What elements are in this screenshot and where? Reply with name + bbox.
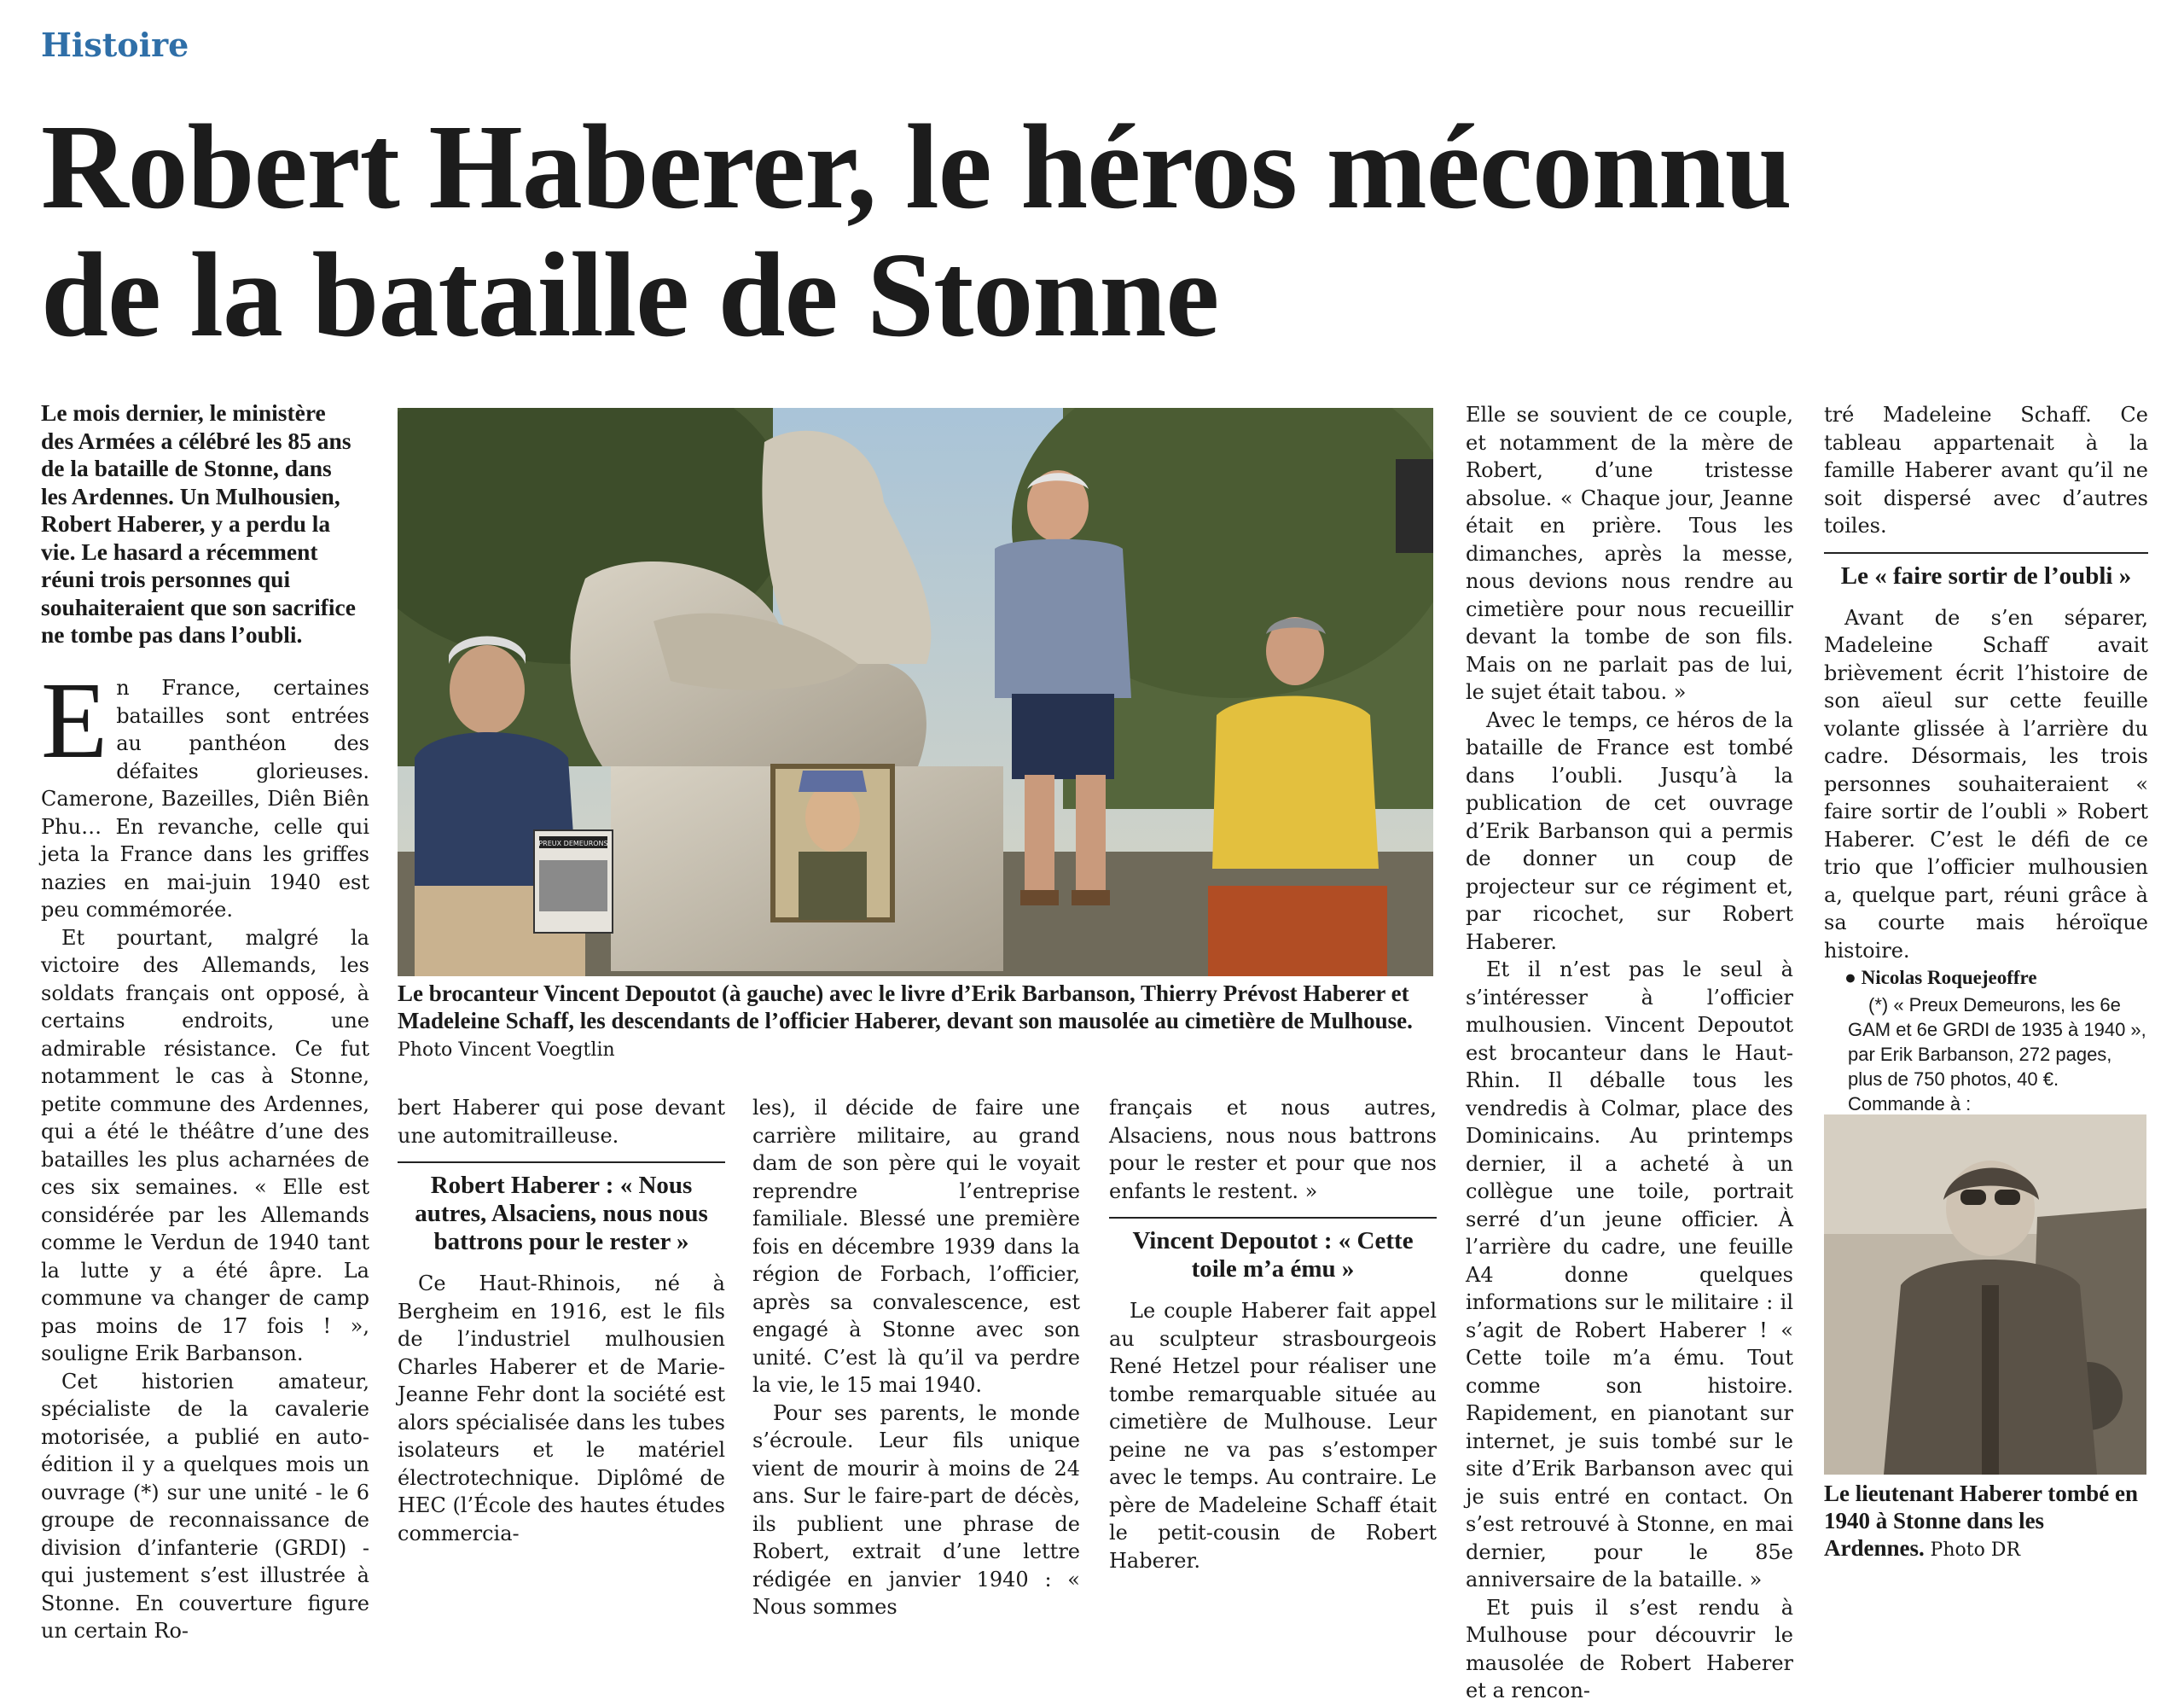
paragraph: les), il décide de faire une carrière militaire, au grand dam de son père qui le voyait reprendre l’entreprise familiale. Blessé une première fois en décembre 1939 dans la région de Forbach, l’officier, après sa convalescence, est engagé à Stonne avec son unité. C’est là qu’il va perdre la vie, le 15 mai 1940. bbox=[752, 1096, 1080, 1397]
headline bbox=[41, 99, 2140, 362]
book-cover-title: PREUX DEMEURONS bbox=[538, 840, 608, 847]
paragraph: Avec le temps, ce héros de la bataille de France est tombé dans l’oubli. Jusqu’à la publication de cet ouvrage d’Erik Barbanson qui a permis de donner un coup de projecteur sur ce régiment et, par ricochet, sur Robert Haberer. bbox=[1466, 707, 1793, 954]
paragraph: bert Haberer qui pose devant une automitrailleuse. bbox=[398, 1096, 725, 1148]
lieutenant-photo-caption bbox=[1824, 1480, 2148, 1564]
paragraph: Cet historien amateur, spécialiste de la cavalerie motorisée, a publié en auto-édition il y a quelques mois un ouvrage (*) sur une unité - le 6 groupe de reconnaissance de division d’infanterie (GRDI) - qui justement s’est illustrée à Stonne. En couverture figure un certain Ro- bbox=[41, 1369, 369, 1643]
lieutenant-photo bbox=[1824, 1114, 2146, 1475]
paragraph: Avant de s’en séparer, Madeleine Schaff avait brièvement écrit l’histoire de son aïeul sur cette feuille volante glissée à l’arrière du cadre. Désormais, les trois personnes souhaiteraient « faire sortir de l’oubli » Robert Haberer. C’est le défi de ce trio que l’officier mulhousien a, quelque part, réuni grâce à sa courte mais héroïque histoire. bbox=[1824, 605, 2148, 963]
side-caption-text: Le lieutenant Haberer tombé en 1940 à Stonne dans les Ardennes. bbox=[1824, 1481, 2138, 1561]
column-2 bbox=[398, 1094, 725, 1547]
paragraph: Et pourtant, malgré la victoire des Allemands, les soldats français ont opposé, à certains endroits, une admirable résistance. Ce fut notamment le cas à Stonne, petite commune des Ardennes, qui a été le théâtre d’une des batailles les plus acharnées de ces six semaines. « Elle est considérée par les Allemands comme le Verdun de 1940 tant la lutte y a été âpre. La commune va changer de camp pas moins de 17 fois ! », souligne Erik Barbanson. bbox=[41, 925, 369, 1365]
author-name: Nicolas Roquejeoffre bbox=[1861, 967, 2037, 988]
main-photo-illustration bbox=[398, 408, 1433, 976]
intertitle: Vincent Depoutot : « Cette toile m’a ému » bbox=[1109, 1217, 1437, 1283]
column-3 bbox=[752, 1094, 1080, 1621]
photo-credit: Photo Vincent Voegtlin bbox=[398, 1039, 615, 1061]
standfirst: Le mois dernier, le ministère des Armées a célébré les 85 ans de la bataille de Stonne, dans les Ardennes. Un Mulhousien, Robert Haberer, y a perdu la vie. Le hasard a récemment réuni trois personnes qui souhaiteraient que son sacrifice ne tombe pas dans l’oubli. bbox=[41, 399, 356, 648]
paragraph: tré Madeleine Schaff. Ce tableau appartenait à la famille Haberer avant qu’il ne soit dispersé avec d’autres toiles. bbox=[1824, 403, 2148, 538]
headline-line-1: Robert Haberer, le héros méconnu bbox=[41, 99, 1792, 234]
rubric-label: Histoire bbox=[41, 26, 189, 64]
paragraph: Et puis il s’est rendu à Mulhouse pour découvrir le mausolée de Robert Haberer et a rencon- bbox=[1466, 1595, 1793, 1702]
main-photo-caption bbox=[398, 980, 1433, 1064]
column-4 bbox=[1109, 1094, 1437, 1574]
column-1 bbox=[41, 660, 369, 1645]
paragraph-intro bbox=[41, 660, 369, 924]
book-note-text: (*) « Preux Demeurons, les 6e GAM et 6e GRDI de 1935 à 1940 », par Erik Barbanson, 272 pages, plus de 750 photos, 40 €. Commande à : bbox=[1848, 993, 2146, 1114]
intertitle: Le « faire sortir de l’oubli » bbox=[1824, 552, 2148, 591]
paragraph: Ce Haut-Rhinois, né à Bergheim en 1916, est le fils de l’industriel mulhousien Charles Haberer et de Marie-Jeanne Fehr dont la société est alors spécialisée dans les tubes isolateurs et le matériel électrotechnique. Diplômé de HEC (l’École des hautes études commercia- bbox=[398, 1271, 725, 1545]
intertitle: Robert Haberer : « Nous autres, Alsaciens, nous nous battrons pour le rester » bbox=[398, 1161, 725, 1256]
drop-cap: E bbox=[41, 660, 108, 781]
paragraph: Le couple Haberer fait appel au sculpteur strasbourgeois René Hetzel pour réaliser une tombe remarquable située au cimetière de Mulhouse. Leur peine ne va pas s’estomper avec le temps. Au contraire. Le père de Madeleine Schaff était le petit-cousin de Robert Haberer. bbox=[1109, 1299, 1437, 1573]
column-6 bbox=[1824, 401, 2148, 1141]
main-photo bbox=[398, 408, 1433, 976]
lieutenant-photo-illustration bbox=[1824, 1114, 2146, 1475]
author-signature: ● Nicolas Roquejeoffre bbox=[1844, 967, 2037, 988]
paragraph: Et il n’est pas le seul à s’intéresser à l’officier mulhousien. Vincent Depoutot est brocanteur dans le Haut-Rhin. Il déballe tous les vendredis à Colmar, place des Dominicains. Au printemps dernier, il a acheté à un collègue une toile, portrait serré d’un jeune officier. À l’arrière du cadre, une feuille A4 donne quelques informations sur le militaire : il s’agit de Robert Haberer ! « Cette toile m’a ému. Tout comme son histoire. Rapidement, en pianotant sur internet, je suis tombé sur le site d’Erik Barbanson avec qui je suis entré en contact. On s’est retrouvé à Stonne, en mai dernier, pour le 85e anniversaire de la bataille. » bbox=[1466, 957, 1793, 1592]
side-photo-credit: Photo DR bbox=[1930, 1539, 2021, 1561]
paragraph: Pour ses parents, le monde s’écroule. Leur fils unique vient de mourir à moins de 24 ans. Sur le faire-part de décès, ils publient une phrase de Robert, extrait d’une lettre rédigée en janvier 1940 : « Nous sommes bbox=[752, 1400, 1080, 1619]
caption-text: Le brocanteur Vincent Depoutot (à gauche) avec le livre d’Erik Barbanson, Thierry Prévost Haberer et Madeleine Schaff, les descendants de l’officier Haberer, devant son mausolée au cimetière de Mulhouse. bbox=[398, 981, 1413, 1033]
paragraph-intro-text: n France, certaines batailles sont entrées au panthéon des défaites glorieuses. Camerone, Bazeilles, Diên Biên Phu… En revanche, celle qui jeta la France dans les griffes nazies en mai-juin 1940 est peu commémorée. bbox=[41, 676, 369, 922]
headline-line-2: de la bataille de Stonne bbox=[41, 227, 1219, 362]
paragraph: Elle se souvient de ce couple, et notamment de la mère de Robert, d’une tristesse absolue. « Chaque jour, Jeanne était en prière. Tous les dimanches, après la messe, nous devions nous rendre au cimetière pour nous recueillir devant la tombe de son fils. Mais on ne parlait pas de lui, le sujet était tabou. » bbox=[1466, 403, 1793, 704]
column-5 bbox=[1466, 401, 1793, 1705]
paragraph: français et nous autres, Alsaciens, nous nous battrons pour le rester et pour que nos enfants le restent. » bbox=[1109, 1096, 1437, 1203]
